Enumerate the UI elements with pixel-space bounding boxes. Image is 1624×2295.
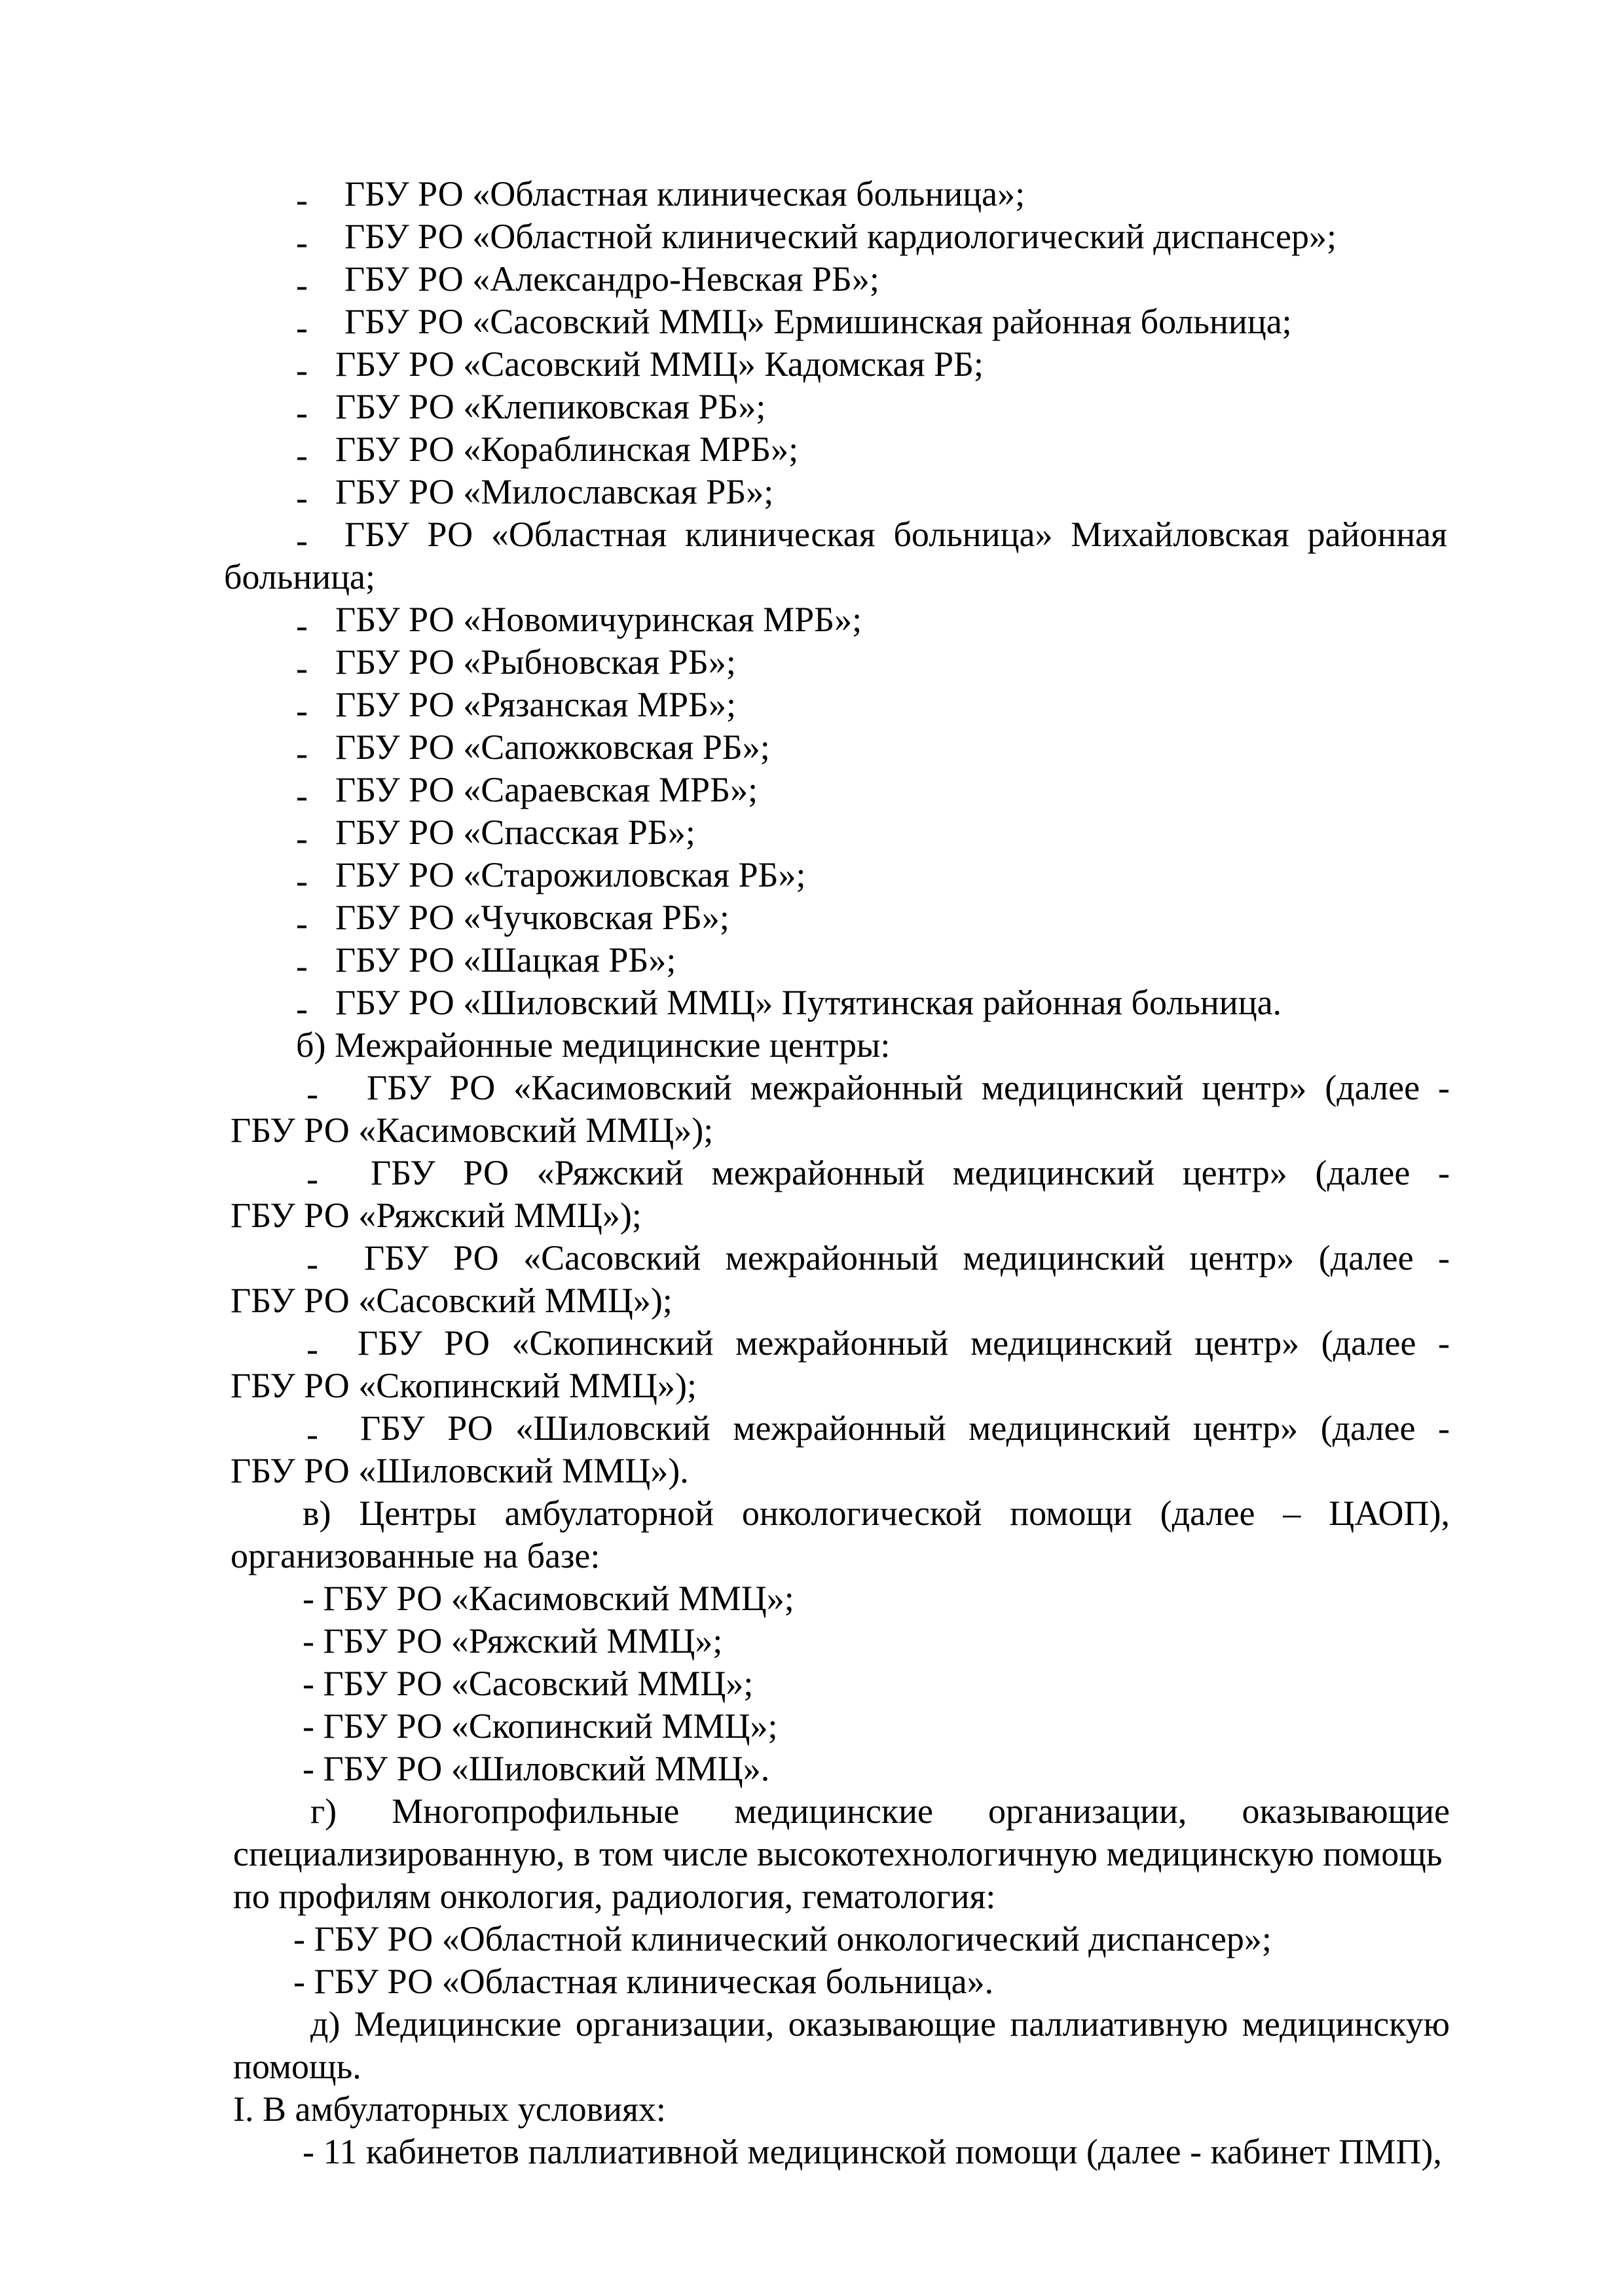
list-item: ГБУ РО «Спасская РБ»; (335, 813, 695, 852)
section-heading-continuation: организованные на базе: (231, 1536, 600, 1575)
list-item: ГБУ РО «Областная клиническая больница» Михайловская районная (344, 515, 1447, 554)
list-item: - ГБУ РО «Шиловский ММЦ». (303, 1749, 770, 1788)
list-item: ГБУ РО «Шиловский ММЦ» Путятинская районная больница. (335, 983, 1282, 1022)
list-item: ГБУ РО «Милославская РБ»; (335, 472, 774, 511)
list-dash: - (306, 1414, 318, 1454)
section-heading-continuation: по профилям онкология, радиология, гематология: (233, 1877, 996, 1916)
list-item: ГБУ РО «Рыбновская РБ»; (335, 642, 736, 682)
list-item: ГБУ РО «Клепиковская РБ»; (335, 387, 766, 426)
list-item: ГБУ РО «Чучковская РБ»; (335, 898, 729, 937)
list-item-continuation: ГБУ РО «Шиловский ММЦ»). (231, 1451, 689, 1490)
list-dash: - (296, 989, 308, 1028)
list-item: - ГБУ РО «Касимовский ММЦ»; (303, 1579, 794, 1618)
list-item: ГБУ РО «Шиловский межрайонный медицинский центр» (далее - (360, 1408, 1450, 1448)
list-item-continuation: ГБУ РО «Сасовский ММЦ»); (231, 1281, 673, 1320)
list-dash: - (306, 1074, 318, 1113)
list-dash: - (296, 904, 308, 943)
list-item: ГБУ РО «Рязанская МРБ»; (335, 685, 737, 724)
list-dash: - (296, 478, 308, 517)
list-dash: - (296, 180, 308, 219)
list-item: ГБУ РО «Сасовский ММЦ» Кадомская РБ; (335, 344, 984, 384)
list-item-continuation: ГБУ РО «Ряжский ММЦ»); (231, 1196, 642, 1235)
subsection-heading: I. В амбулаторных условиях: (233, 2089, 666, 2129)
list-item: ГБУ РО «Областной клинический кардиологический диспансер»; (344, 217, 1337, 256)
list-dash: - (306, 1329, 318, 1368)
list-dash: - (296, 350, 308, 390)
section-heading: б) Межрайонные медицинские центры: (296, 1025, 891, 1065)
list-item-continuation: ГБУ РО «Скопинский ММЦ»); (231, 1366, 697, 1405)
list-dash: - (296, 308, 308, 347)
list-dash: - (296, 691, 308, 730)
list-item: ГБУ РО «Старожиловская РБ»; (335, 855, 806, 894)
list-dash: - (296, 776, 308, 815)
list-dash: - (296, 818, 308, 858)
list-dash: - (306, 1244, 318, 1283)
list-dash: - (296, 606, 308, 645)
list-item: ГБУ РО «Касимовский межрайонный медицинский центр» (далее - (367, 1068, 1450, 1107)
list-item: - ГБУ РО «Областная клиническая больница». (293, 1962, 994, 2001)
section-heading: г) Многопрофильные медицинские организации, оказывающие (310, 1791, 1450, 1831)
section-heading: в) Центры амбулаторной онкологической помощи (далее – ЦАОП), (303, 1494, 1450, 1533)
list-item: ГБУ РО «Александро-Невская РБ»; (344, 259, 879, 299)
list-item: ГБУ РО «Кораблинская МРБ»; (335, 430, 799, 469)
list-dash: - (296, 435, 308, 475)
list-item: ГБУ РО «Скопинский межрайонный медицинский центр» (далее - (358, 1323, 1450, 1363)
list-item: - ГБУ РО «Сасовский ММЦ»; (303, 1664, 754, 1703)
list-item: ГБУ РО «Сасовский межрайонный медицинский центр» (далее - (364, 1238, 1450, 1277)
list-item: ГБУ РО «Шацкая РБ»; (335, 940, 676, 980)
list-item: - ГБУ РО «Скопинский ММЦ»; (303, 1706, 778, 1746)
list-dash: - (306, 1159, 318, 1198)
list-dash: - (296, 648, 308, 688)
list-item: ГБУ РО «Сараевская МРБ»; (335, 770, 758, 809)
section-heading-continuation: специализированную, в том числе высокотехнологичную медицинскую помощь (233, 1834, 1443, 1873)
list-item: ГБУ РО «Ряжский межрайонный медицинский центр» (далее - (371, 1153, 1450, 1192)
list-dash: - (296, 733, 308, 773)
list-item: - 11 кабинетов паллиативной медицинской помощи (далее - кабинет ПМП), (303, 2132, 1442, 2171)
list-item: ГБУ РО «Сасовский ММЦ» Ермишинская районная больница; (344, 302, 1292, 341)
list-item-continuation: ГБУ РО «Касимовский ММЦ»); (231, 1111, 714, 1150)
list-item: ГБУ РО «Сапожковская РБ»; (335, 727, 770, 767)
list-item: - ГБУ РО «Областной клинический онкологический диспансер»; (293, 1919, 1272, 1958)
list-item: - ГБУ РО «Ряжский ММЦ»; (303, 1621, 723, 1661)
list-item: ГБУ РО «Новомичуринская МРБ»; (335, 600, 862, 639)
list-dash: - (296, 223, 308, 262)
list-dash: - (296, 393, 308, 432)
list-dash: - (296, 946, 308, 985)
list-item: ГБУ РО «Областная клиническая больница»; (344, 174, 1025, 213)
list-dash: - (296, 521, 308, 560)
list-item-continuation: больница; (224, 557, 376, 597)
section-heading-continuation: помощь. (233, 2047, 361, 2086)
list-dash: - (296, 265, 308, 304)
list-dash: - (296, 861, 308, 900)
section-heading: д) Медицинские организации, оказывающие паллиативную медицинскую (310, 2004, 1450, 2044)
